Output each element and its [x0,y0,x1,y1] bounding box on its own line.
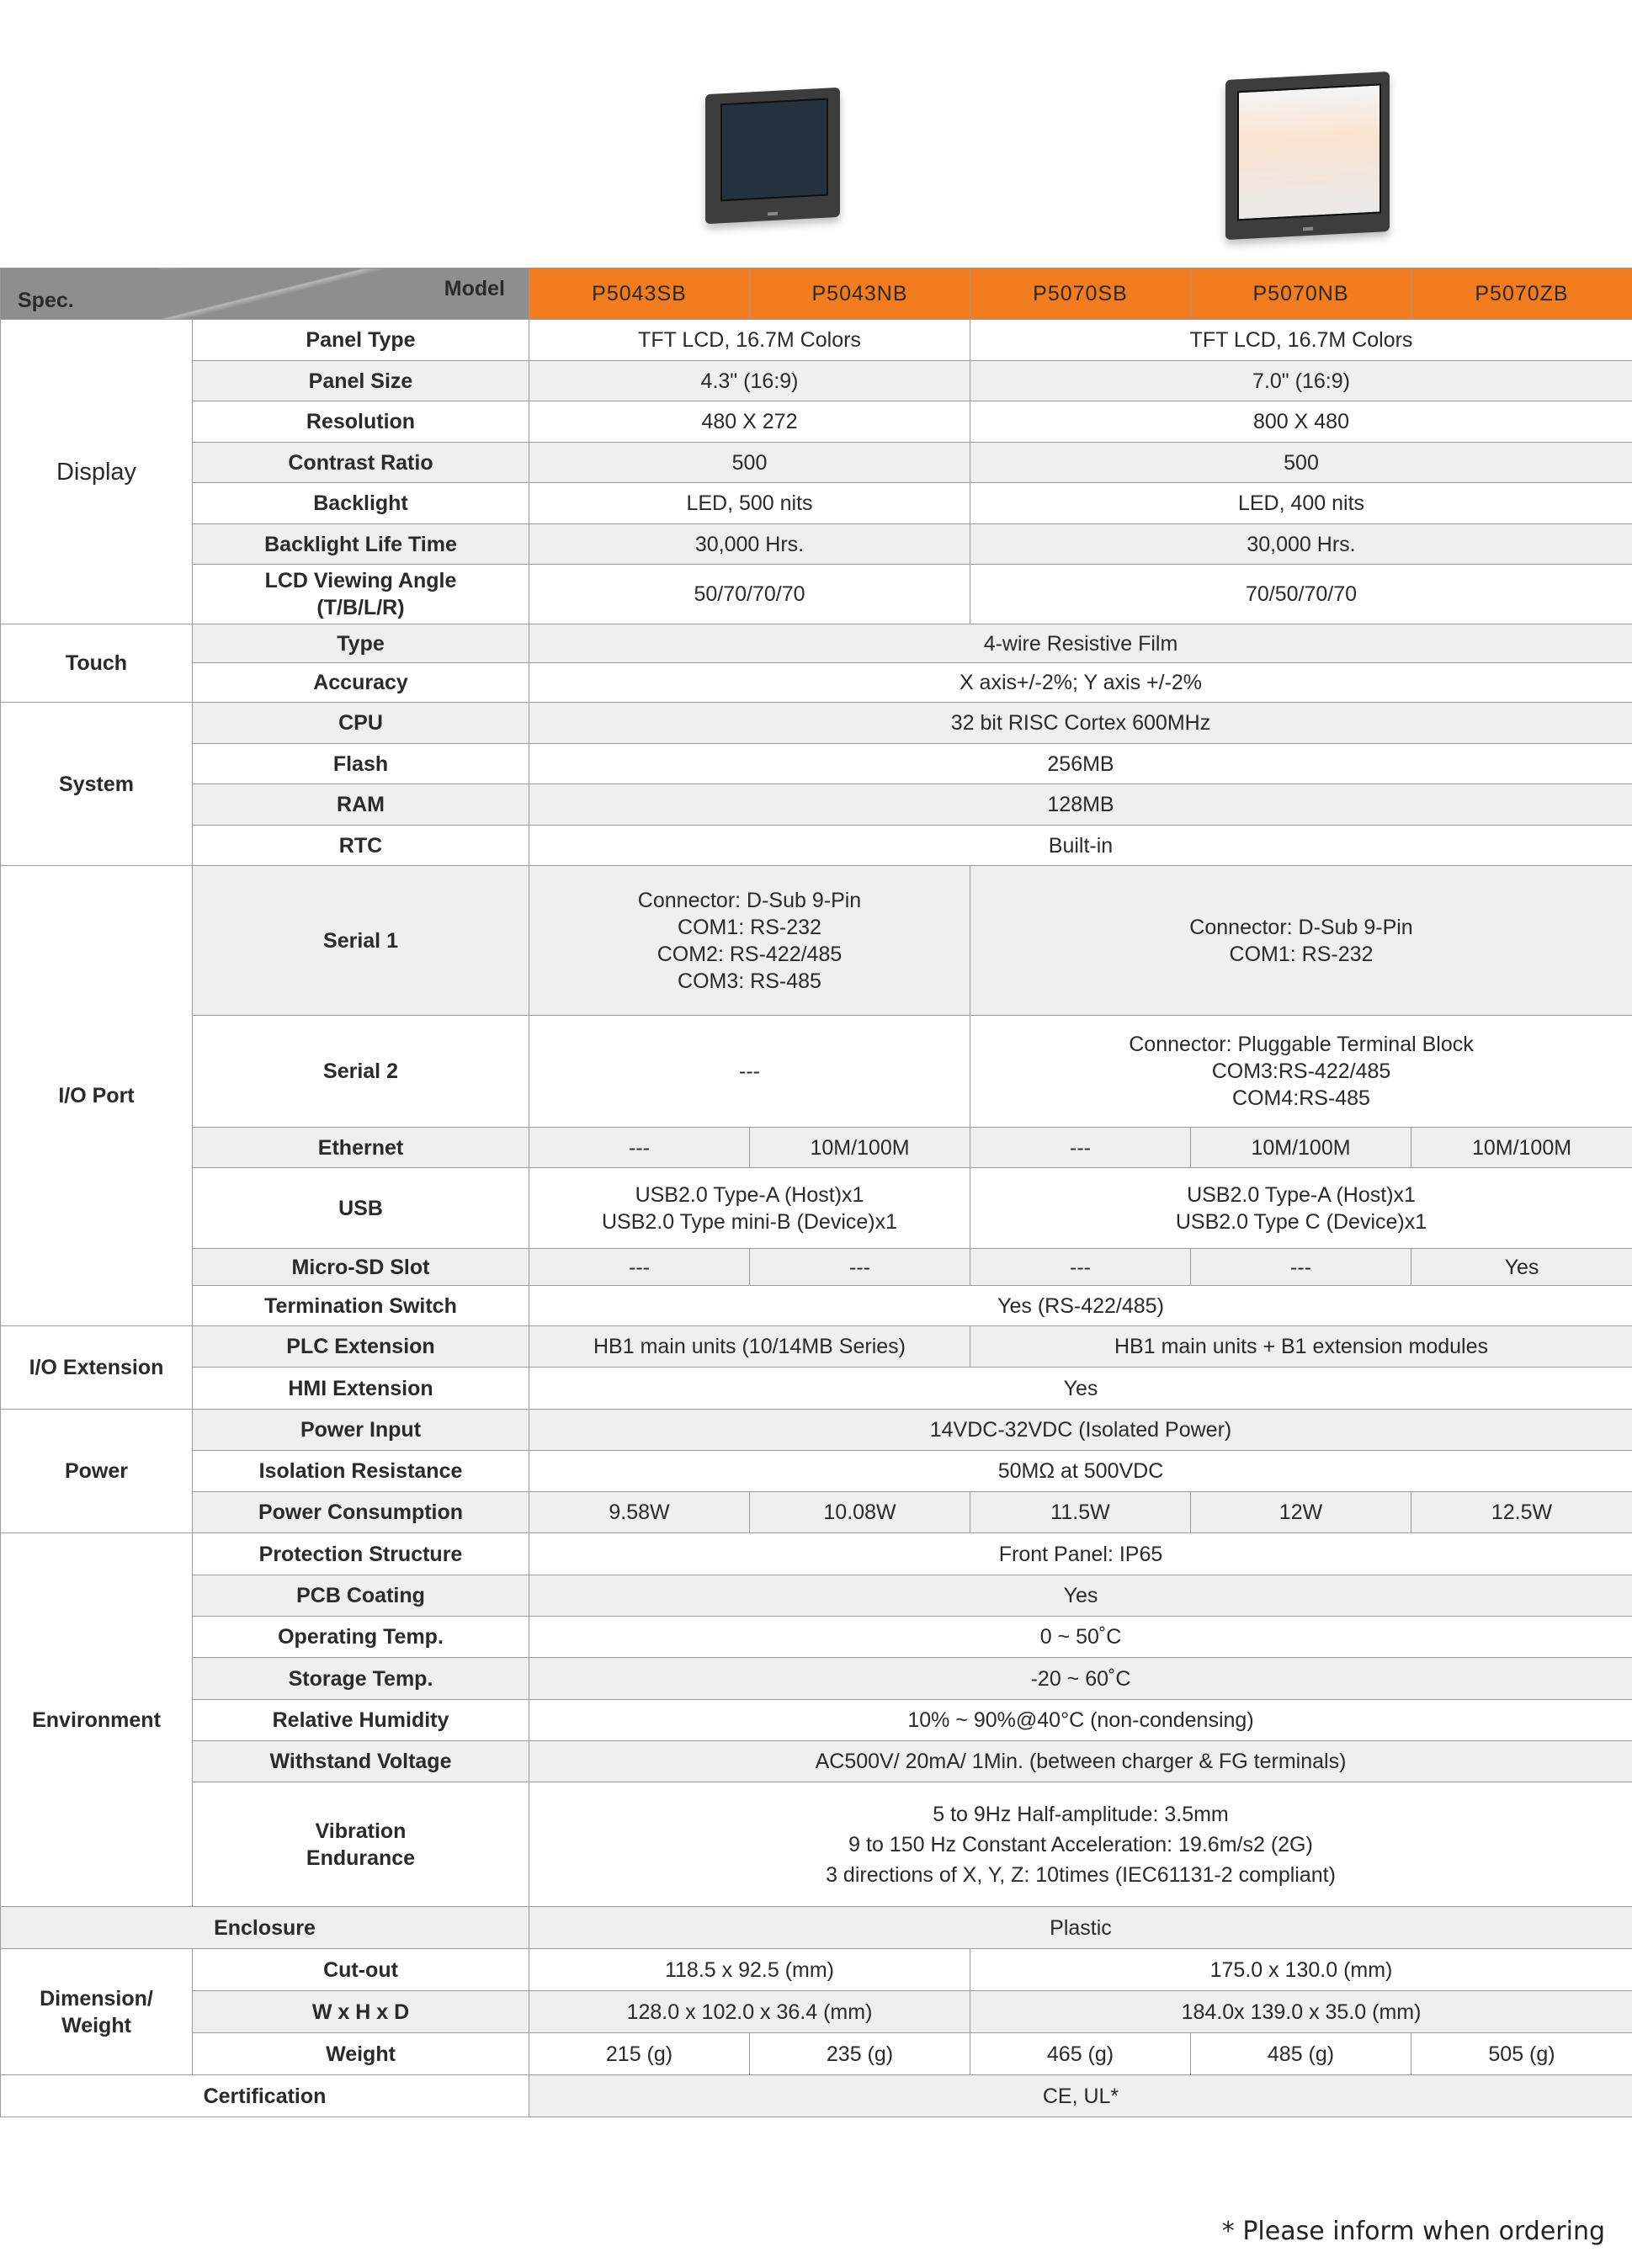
label-microsd: Micro-SD Slot [193,1249,529,1286]
row-cutout [1,1949,1632,1991]
model-p5070nb: P5070NB [1191,268,1411,320]
value-weight-p5070nb: 485 (g) [1191,2033,1411,2075]
value-cpu: 32 bit RISC Cortex 600MHz [529,703,1632,744]
row-enclosure [1,1907,1632,1949]
label-resolution: Resolution [193,401,529,443]
label-operating-temp: Operating Temp. [193,1617,529,1658]
value-serial1-70: Connector: D-Sub 9-Pin COM1: RS-232 [970,866,1632,1016]
label-viewing-angle: LCD Viewing Angle (T/B/L/R) [193,565,529,624]
value-microsd-p5070nb: --- [1191,1249,1411,1286]
label-panel-size: Panel Size [193,361,529,401]
label-accuracy: Accuracy [193,663,529,703]
label-hmi-extension: HMI Extension [193,1368,529,1410]
header-row [1,268,1632,320]
row-protection [1,1533,1632,1575]
value-usb-70: USB2.0 Type-A (Host)x1 USB2.0 Type C (Device)x1 [970,1168,1632,1249]
value-microsd-p5043sb: --- [529,1249,750,1286]
value-ethernet-p5043nb: 10M/100M [750,1128,970,1168]
hmi-4-3-inch-image [705,88,840,224]
label-serial2: Serial 2 [193,1016,529,1128]
value-viewing-angle-43: 50/70/70/70 [529,565,970,624]
row-plc-extension [1,1326,1632,1368]
model-p5070zb: P5070ZB [1411,268,1632,320]
value-panel-size-70: 7.0" (16:9) [970,361,1632,401]
value-serial2-43: --- [529,1016,970,1128]
value-contrast-70: 500 [970,443,1632,483]
label-whd: W x H x D [193,1991,529,2033]
label-plc-extension: PLC Extension [193,1326,529,1368]
label-power-consumption: Power Consumption [193,1492,529,1533]
label-cpu: CPU [193,703,529,744]
label-pcb-coating: PCB Coating [193,1575,529,1617]
value-cutout-43: 118.5 x 92.5 (mm) [529,1949,970,1991]
row-flash [1,744,1632,784]
value-whd-70: 184.0x 139.0 x 35.0 (mm) [970,1991,1632,2033]
value-ethernet-p5070zb: 10M/100M [1411,1128,1632,1168]
model-p5043sb: P5043SB [529,268,750,320]
row-operating-temp [1,1617,1632,1658]
label-cutout: Cut-out [193,1949,529,1991]
label-vibration: Vibration Endurance [193,1782,529,1907]
value-humidity: 10% ~ 90%@40°C (non-condensing) [529,1700,1632,1741]
value-usb-43: USB2.0 Type-A (Host)x1 USB2.0 Type mini-B (Device)x1 [529,1168,970,1249]
row-power-consumption [1,1492,1632,1533]
spec-table [0,268,1632,2117]
value-backlight-life-43: 30,000 Hrs. [529,524,970,565]
row-storage-temp [1,1658,1632,1700]
value-protection: Front Panel: IP65 [529,1533,1632,1575]
value-power-input: 14VDC-32VDC (Isolated Power) [529,1410,1632,1451]
label-certification: Certification [1,2075,529,2117]
value-microsd-p5070sb: --- [970,1249,1191,1286]
label-backlight-life: Backlight Life Time [193,524,529,565]
label-enclosure: Enclosure [1,1907,529,1949]
hmi-7-inch-image [1225,72,1390,240]
value-serial1-43: Connector: D-Sub 9-Pin COM1: RS-232 COM2: RS-422/485 COM3: RS-485 [529,866,970,1016]
spec-model-header [1,268,529,320]
value-plc-extension-43: HB1 main units (10/14MB Series) [529,1326,970,1368]
value-panel-type-70: TFT LCD, 16.7M Colors [970,320,1632,361]
row-isolation [1,1451,1632,1492]
model-p5043nb: P5043NB [750,268,970,320]
value-withstand-voltage: AC500V/ 20mA/ 1Min. (between charger & FG terminals) [529,1741,1632,1782]
category-environment: Environment [1,1533,193,1907]
value-cutout-70: 175.0 x 130.0 (mm) [970,1949,1632,1991]
category-touch: Touch [1,624,193,703]
spec-label: Spec. [18,289,74,312]
value-ram: 128MB [529,784,1632,826]
value-ethernet-p5043sb: --- [529,1128,750,1168]
value-panel-type-43: TFT LCD, 16.7M Colors [529,320,970,361]
row-backlight [1,483,1632,524]
label-backlight: Backlight [193,483,529,524]
row-cpu [1,703,1632,744]
value-resolution-43: 480 X 272 [529,401,970,443]
row-humidity [1,1700,1632,1741]
value-touch-type: 4-wire Resistive Film [529,624,1632,663]
category-display: Display [1,320,193,624]
value-power-p5070nb: 12W [1191,1492,1411,1533]
row-serial2 [1,1016,1632,1128]
row-vibration [1,1782,1632,1907]
value-microsd-p5043nb: --- [750,1249,970,1286]
row-accuracy [1,663,1632,703]
value-ethernet-p5070nb: 10M/100M [1191,1128,1411,1168]
label-contrast: Contrast Ratio [193,443,529,483]
label-touch-type: Type [193,624,529,663]
footnote: * Please inform when ordering [1221,2217,1605,2246]
value-serial2-70: Connector: Pluggable Terminal Block COM3:RS-422/485 COM4:RS-485 [970,1016,1632,1128]
value-pcb-coating: Yes [529,1575,1632,1617]
row-microsd [1,1249,1632,1286]
row-withstand-voltage [1,1741,1632,1782]
value-ethernet-p5070sb: --- [970,1128,1191,1168]
label-isolation: Isolation Resistance [193,1451,529,1492]
category-io-extension: I/O Extension [1,1326,193,1410]
value-viewing-angle-70: 70/50/70/70 [970,565,1632,624]
row-power-input [1,1410,1632,1451]
value-rtc: Built-in [529,826,1632,866]
category-power: Power [1,1410,193,1533]
product-images [0,0,1632,268]
label-ethernet: Ethernet [193,1128,529,1168]
value-weight-p5043sb: 215 (g) [529,2033,750,2075]
value-weight-p5070sb: 465 (g) [970,2033,1191,2075]
row-viewing-angle [1,565,1632,624]
value-flash: 256MB [529,744,1632,784]
row-whd [1,1991,1632,2033]
value-operating-temp: 0 ~ 50˚C [529,1617,1632,1658]
value-power-p5043nb: 10.08W [750,1492,970,1533]
value-termination: Yes (RS-422/485) [529,1286,1632,1326]
row-usb [1,1168,1632,1249]
row-rtc [1,826,1632,866]
label-flash: Flash [193,744,529,784]
row-panel-type [1,320,1632,361]
value-isolation: 50MΩ at 500VDC [529,1451,1632,1492]
value-enclosure: Plastic [529,1907,1632,1949]
category-io-port: I/O Port [1,866,193,1326]
value-backlight-43: LED, 500 nits [529,483,970,524]
value-whd-43: 128.0 x 102.0 x 36.4 (mm) [529,1991,970,2033]
row-weight [1,2033,1632,2075]
category-system: System [1,703,193,866]
label-panel-type: Panel Type [193,320,529,361]
label-rtc: RTC [193,826,529,866]
row-contrast [1,443,1632,483]
label-weight: Weight [193,2033,529,2075]
value-hmi-extension: Yes [529,1368,1632,1410]
row-certification [1,2075,1632,2117]
value-resolution-70: 800 X 480 [970,401,1632,443]
value-vibration: 5 to 9Hz Half-amplitude: 3.5mm 9 to 150 Hz Constant Acceleration: 19.6m/s2 (2G) 3 directions of X, Y, Z: 10times (IEC61131-2 compliant) [529,1782,1632,1907]
value-weight-p5043nb: 235 (g) [750,2033,970,2075]
row-termination [1,1286,1632,1326]
model-p5070sb: P5070SB [970,268,1191,320]
row-ram [1,784,1632,826]
value-microsd-p5070zb: Yes [1411,1249,1632,1286]
label-protection: Protection Structure [193,1533,529,1575]
value-certification: CE, UL* [529,2075,1632,2117]
value-plc-extension-70: HB1 main units + B1 extension modules [970,1326,1632,1368]
row-hmi-extension [1,1368,1632,1410]
value-backlight-70: LED, 400 nits [970,483,1632,524]
label-serial1: Serial 1 [193,866,529,1016]
value-panel-size-43: 4.3" (16:9) [529,361,970,401]
label-termination: Termination Switch [193,1286,529,1326]
value-power-p5070zb: 12.5W [1411,1492,1632,1533]
label-storage-temp: Storage Temp. [193,1658,529,1700]
row-panel-size [1,361,1632,401]
value-backlight-life-70: 30,000 Hrs. [970,524,1632,565]
value-power-p5070sb: 11.5W [970,1492,1191,1533]
value-storage-temp: -20 ~ 60˚C [529,1658,1632,1700]
row-backlight-life [1,524,1632,565]
category-dimension-weight: Dimension/ Weight [1,1949,193,2075]
value-accuracy: X axis+/-2%; Y axis +/-2% [529,663,1632,703]
label-usb: USB [193,1168,529,1249]
label-withstand-voltage: Withstand Voltage [193,1741,529,1782]
row-pcb-coating [1,1575,1632,1617]
model-label: Model [444,277,505,300]
value-weight-p5070zb: 505 (g) [1411,2033,1632,2075]
label-power-input: Power Input [193,1410,529,1451]
row-touch-type [1,624,1632,663]
row-ethernet [1,1128,1632,1168]
label-humidity: Relative Humidity [193,1700,529,1741]
label-ram: RAM [193,784,529,826]
row-serial1 [1,866,1632,1016]
value-power-p5043sb: 9.58W [529,1492,750,1533]
row-resolution [1,401,1632,443]
value-contrast-43: 500 [529,443,970,483]
